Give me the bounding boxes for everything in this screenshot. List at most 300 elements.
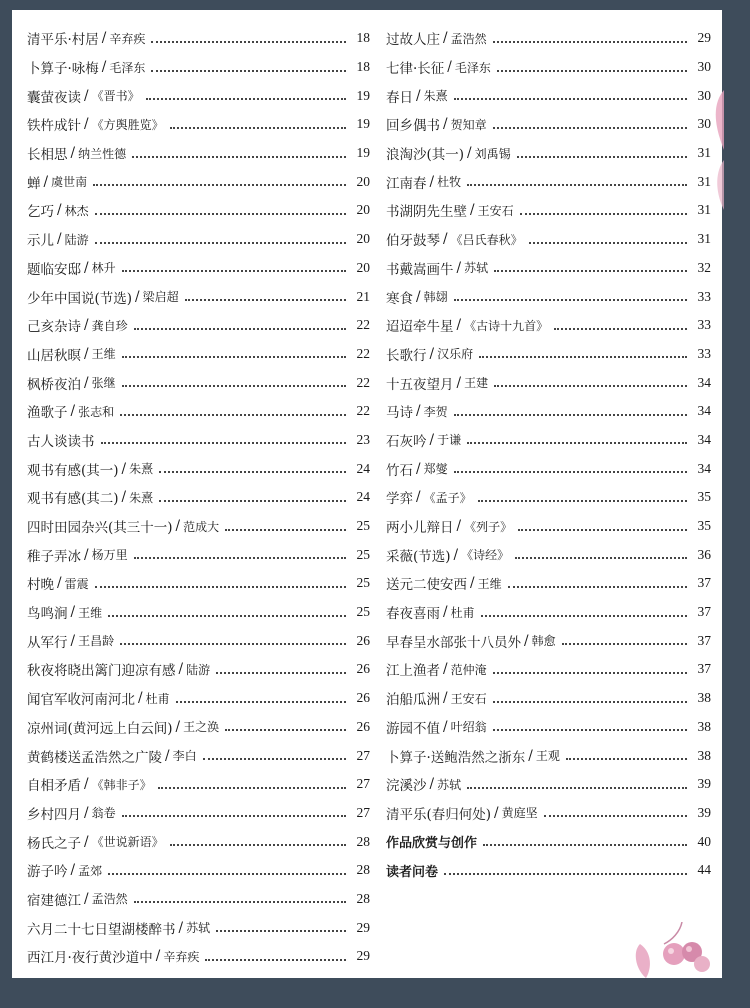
dot-leader — [95, 212, 346, 215]
toc-entry — [27, 225, 370, 254]
entry-separator: / — [456, 518, 462, 535]
dot-leader — [225, 728, 346, 731]
entry-page-number: 20 — [356, 173, 370, 189]
petal-decoration-icon — [712, 160, 724, 210]
entry-page-number: 30 — [697, 116, 711, 132]
entry-author: 《世说新语》 — [91, 835, 164, 850]
dot-leader — [159, 499, 346, 502]
entry-author: 黄庭坚 — [501, 806, 538, 821]
entry-separator: / — [121, 460, 127, 477]
entry-separator: / — [178, 919, 184, 936]
dot-leader — [544, 814, 687, 817]
entry-title: 清平乐(春归何处) — [386, 806, 492, 823]
toc-entry — [386, 24, 711, 53]
toc-entry — [386, 598, 711, 627]
entry-title: 闻官军收河南河北 — [27, 692, 135, 709]
dot-leader — [493, 700, 687, 703]
entry-separator: / — [456, 259, 462, 276]
entry-title: 渔歌子 — [27, 405, 68, 422]
entry-author: 《晋书》 — [91, 89, 140, 104]
entry-page-number: 31 — [697, 145, 711, 161]
entry-title: 稚子弄冰 — [27, 548, 81, 565]
entry-separator: / — [121, 489, 127, 506]
entry-page-number: 22 — [356, 374, 370, 390]
dot-leader — [517, 155, 687, 158]
entry-page-number: 18 — [356, 59, 370, 75]
entry-author: 孟郊 — [78, 863, 103, 878]
entry-separator: / — [443, 690, 448, 707]
entry-title: 早春呈水部张十八员外 — [386, 634, 521, 651]
entry-separator: / — [528, 747, 533, 764]
entry-page-number: 19 — [356, 145, 370, 161]
entry-title: 古人谈读书 — [27, 433, 95, 450]
entry-separator: / — [84, 804, 89, 821]
entry-separator: / — [138, 690, 143, 707]
entry-separator: / — [84, 345, 89, 362]
toc-entry — [27, 24, 370, 53]
entry-page-number: 31 — [697, 173, 711, 189]
dot-leader — [132, 155, 346, 158]
entry-title: 石灰吟 — [386, 433, 427, 450]
entry-title: 两小儿辩日 — [386, 520, 454, 537]
toc-entry — [386, 741, 711, 770]
entry-separator: / — [470, 202, 475, 219]
dot-leader — [444, 872, 687, 875]
entry-page-number: 29 — [697, 30, 711, 46]
toc-entry — [386, 540, 711, 569]
entry-separator: / — [456, 374, 462, 391]
dot-leader — [185, 298, 346, 301]
entry-page-number: 23 — [356, 431, 370, 447]
entry-author: 苏轼 — [464, 261, 489, 276]
dot-leader — [134, 900, 346, 903]
dot-leader — [122, 814, 346, 817]
toc-entry — [386, 483, 711, 512]
entry-title: 春日 — [386, 89, 413, 106]
entry-author: 李白 — [172, 749, 197, 764]
entry-title: 七律·长征 — [386, 61, 445, 78]
toc-entry — [386, 282, 711, 311]
toc-entry — [386, 254, 711, 283]
entry-title: 鸟鸣涧 — [27, 606, 68, 623]
entry-author: 王维 — [91, 347, 116, 362]
dot-leader — [481, 614, 687, 617]
dot-leader — [170, 843, 346, 846]
entry-title: 江南春 — [386, 175, 427, 192]
entry-page-number: 30 — [697, 87, 711, 103]
toc-entry — [27, 770, 370, 799]
toc-entry — [27, 540, 370, 569]
entry-title: 观书有感(其二) — [27, 491, 119, 508]
entry-separator: / — [43, 173, 49, 190]
entry-author: 梁启超 — [142, 290, 179, 305]
entry-author: 苏轼 — [186, 921, 211, 936]
entry-page-number: 28 — [356, 833, 370, 849]
dot-leader — [225, 528, 346, 531]
entry-author: 王建 — [464, 376, 489, 391]
dot-leader — [497, 69, 687, 72]
dot-leader — [151, 69, 346, 72]
toc-entry — [386, 856, 711, 885]
entry-separator: / — [443, 30, 448, 47]
dot-leader — [483, 843, 687, 846]
entry-author: 《方舆胜览》 — [91, 117, 164, 132]
entry-page-number: 19 — [356, 87, 370, 103]
entry-page-number: 37 — [697, 661, 711, 677]
entry-separator: / — [429, 776, 435, 793]
entry-author: 虞世南 — [51, 175, 88, 190]
entry-page-number: 26 — [356, 690, 370, 706]
dot-leader — [493, 728, 687, 731]
toc-entry — [27, 799, 370, 828]
entry-page-number: 33 — [697, 345, 711, 361]
berry-cluster-icon — [622, 922, 712, 978]
entry-title: 长歌行 — [386, 347, 427, 364]
entry-page-number: 33 — [697, 317, 711, 333]
entry-title: 卜算子·咏梅 — [27, 61, 99, 78]
entry-separator: / — [84, 116, 89, 133]
dot-leader — [134, 327, 346, 330]
entry-separator: / — [70, 145, 76, 162]
dot-leader — [562, 642, 687, 645]
toc-entry — [386, 799, 711, 828]
entry-page-number: 27 — [356, 776, 370, 792]
entry-title: 马诗 — [386, 405, 413, 422]
entry-author: 毛泽东 — [109, 60, 146, 75]
entry-page-number: 21 — [356, 288, 370, 304]
entry-separator: / — [443, 604, 448, 621]
dot-leader — [529, 241, 687, 244]
toc-entry — [386, 340, 711, 369]
entry-separator: / — [416, 403, 421, 420]
toc-entry — [386, 454, 711, 483]
dot-leader — [494, 384, 687, 387]
entry-separator: / — [70, 632, 76, 649]
entry-title: 西江月·夜行黄沙道中 — [27, 950, 153, 967]
toc-entry — [386, 225, 711, 254]
dot-leader — [467, 441, 687, 444]
entry-separator: / — [429, 431, 435, 448]
toc-entry — [27, 655, 370, 684]
entry-author: 张继 — [91, 376, 116, 391]
toc-entry — [386, 569, 711, 598]
toc-entry — [27, 827, 370, 856]
toc-entry — [27, 713, 370, 742]
entry-author: 贺知章 — [450, 117, 487, 132]
dot-leader — [101, 441, 347, 444]
entry-author: 纳兰性德 — [78, 146, 127, 161]
entry-title: 黄鹤楼送孟浩然之广陵 — [27, 749, 162, 766]
entry-author: 林杰 — [64, 203, 89, 218]
dot-leader — [158, 786, 346, 789]
entry-separator: / — [84, 317, 89, 334]
dot-leader — [493, 40, 687, 43]
entry-separator: / — [470, 575, 475, 592]
entry-separator: / — [443, 661, 448, 678]
entry-page-number: 29 — [356, 948, 370, 964]
entry-page-number: 29 — [356, 919, 370, 935]
entry-title: 竹石 — [386, 462, 413, 479]
entry-author: 《古诗十九首》 — [464, 318, 549, 333]
entry-separator: / — [84, 374, 89, 391]
entry-page-number: 28 — [356, 862, 370, 878]
toc-entry — [27, 139, 370, 168]
toc-entry — [27, 368, 370, 397]
entry-page-number: 20 — [356, 231, 370, 247]
entry-page-number: 31 — [697, 202, 711, 218]
entry-author: 汉乐府 — [437, 347, 474, 362]
toc-entry — [386, 196, 711, 225]
toc-page — [12, 10, 722, 978]
entry-separator: / — [467, 145, 472, 162]
toc-entry — [27, 254, 370, 283]
entry-author: 孟浩然 — [450, 31, 487, 46]
entry-author: 毛泽东 — [454, 60, 491, 75]
toc-entry — [27, 110, 370, 139]
entry-separator: / — [443, 116, 448, 133]
entry-title: 蝉 — [27, 175, 41, 192]
entry-separator: / — [57, 202, 62, 219]
entry-title: 枫桥夜泊 — [27, 376, 81, 393]
dot-leader — [566, 757, 687, 760]
entry-title: 秋夜将晓出篱门迎凉有感 — [27, 663, 176, 680]
entry-page-number: 35 — [697, 489, 711, 505]
toc-entry — [27, 196, 370, 225]
entry-title: 迢迢牵牛星 — [386, 319, 454, 336]
toc-entry — [386, 110, 711, 139]
entry-title: 回乡偶书 — [386, 118, 440, 135]
entry-title: 采薇(节选) — [386, 548, 451, 565]
entry-title: 铁杵成针 — [27, 118, 81, 135]
entry-separator: / — [175, 518, 181, 535]
entry-page-number: 22 — [356, 403, 370, 419]
entry-page-number: 38 — [697, 747, 711, 763]
entry-author: 李贺 — [423, 404, 448, 419]
entry-author: 张志和 — [78, 404, 115, 419]
toc-entry — [27, 81, 370, 110]
toc-entry — [27, 569, 370, 598]
toc-entry — [27, 483, 370, 512]
toc-entry — [27, 626, 370, 655]
entry-separator: / — [416, 87, 421, 104]
entry-separator: / — [443, 718, 448, 735]
entry-page-number: 38 — [697, 718, 711, 734]
entry-separator: / — [155, 948, 161, 965]
entry-separator: / — [70, 604, 76, 621]
dot-leader — [478, 499, 687, 502]
entry-separator: / — [84, 259, 89, 276]
entry-page-number: 27 — [356, 804, 370, 820]
dot-leader — [479, 355, 687, 358]
entry-author: 孟浩然 — [91, 892, 128, 907]
toc-entry — [27, 167, 370, 196]
toc-entry — [27, 684, 370, 713]
toc-entry — [27, 426, 370, 455]
toc-entry — [386, 626, 711, 655]
entry-author: 《韩非子》 — [91, 777, 152, 792]
toc-entry — [27, 512, 370, 541]
entry-title: 送元二使安西 — [386, 577, 467, 594]
entry-author: 陆游 — [64, 232, 89, 247]
entry-page-number: 19 — [356, 116, 370, 132]
entry-separator: / — [84, 546, 89, 563]
entry-author: 范成大 — [183, 519, 220, 534]
entry-title: 村晚 — [27, 577, 54, 594]
dot-leader — [454, 413, 687, 416]
dot-leader — [494, 269, 687, 272]
entry-separator: / — [135, 288, 140, 305]
toc-entry — [27, 311, 370, 340]
entry-title: 六月二十七日望湖楼醉书 — [27, 921, 176, 938]
entry-title: 十五夜望月 — [386, 376, 454, 393]
toc-entry — [386, 684, 711, 713]
toc-entry — [27, 397, 370, 426]
dot-leader — [467, 183, 687, 186]
entry-title: 题临安邸 — [27, 261, 81, 278]
entry-separator: / — [429, 173, 435, 190]
dot-leader — [520, 212, 687, 215]
entry-title: 凉州词(黄河远上白云间) — [27, 720, 173, 737]
entry-title: 自相矛盾 — [27, 778, 81, 795]
entry-separator: / — [429, 345, 435, 362]
entry-author: 韩愈 — [531, 634, 556, 649]
toc-entry — [386, 713, 711, 742]
entry-separator: / — [57, 575, 62, 592]
entry-page-number: 26 — [356, 661, 370, 677]
entry-page-number: 34 — [697, 403, 711, 419]
entry-title: 江上渔者 — [386, 663, 440, 680]
entry-author: 辛弃疾 — [163, 949, 200, 964]
entry-page-number: 44 — [697, 862, 711, 878]
entry-author: 陆游 — [186, 662, 211, 677]
entry-separator: / — [447, 59, 452, 76]
entry-page-number: 34 — [697, 460, 711, 476]
entry-page-number: 25 — [356, 575, 370, 591]
entry-author: 朱熹 — [129, 462, 154, 477]
entry-page-number: 20 — [356, 202, 370, 218]
toc-entry — [386, 81, 711, 110]
entry-page-number: 33 — [697, 288, 711, 304]
toc-entry — [386, 139, 711, 168]
entry-separator: / — [84, 890, 89, 907]
dot-leader — [170, 126, 346, 129]
entry-title: 伯牙鼓琴 — [386, 233, 440, 250]
entry-page-number: 36 — [697, 546, 711, 562]
entry-separator: / — [84, 87, 89, 104]
entry-separator: / — [101, 59, 107, 76]
entry-title: 从军行 — [27, 634, 68, 651]
entry-title: 游园不值 — [386, 720, 440, 737]
toc-entry — [386, 167, 711, 196]
entry-author: 王昌龄 — [78, 634, 115, 649]
entry-separator: / — [416, 489, 421, 506]
toc-entry — [386, 397, 711, 426]
entry-title: 寒食 — [386, 290, 413, 307]
dot-leader — [159, 470, 346, 473]
entry-title: 游子吟 — [27, 864, 68, 881]
entry-author: 王安石 — [477, 203, 514, 218]
entry-separator: / — [178, 661, 184, 678]
entry-author: 刘禹锡 — [474, 146, 511, 161]
toc-column-right — [386, 24, 711, 885]
entry-page-number: 34 — [697, 374, 711, 390]
entry-title: 宿建德江 — [27, 892, 81, 909]
entry-author: 王维 — [78, 605, 103, 620]
entry-page-number: 37 — [697, 575, 711, 591]
entry-separator: / — [57, 231, 62, 248]
entry-title: 书戴嵩画牛 — [386, 261, 454, 278]
toc-entry — [386, 827, 711, 856]
entry-title: 四时田园杂兴(其三十一) — [27, 520, 173, 537]
entry-author: 杜牧 — [437, 175, 462, 190]
entry-page-number: 39 — [697, 804, 711, 820]
toc-entry — [27, 340, 370, 369]
entry-page-number: 37 — [697, 604, 711, 620]
entry-author: 林升 — [91, 261, 116, 276]
entry-author: 苏轼 — [437, 777, 462, 792]
dot-leader — [108, 614, 346, 617]
entry-separator: / — [443, 231, 448, 248]
entry-author: 辛弃疾 — [109, 31, 146, 46]
entry-separator: / — [165, 747, 170, 764]
entry-page-number: 38 — [697, 690, 711, 706]
entry-title: 长相思 — [27, 147, 68, 164]
toc-entry — [27, 942, 370, 971]
entry-page-number: 22 — [356, 317, 370, 333]
dot-leader — [493, 671, 687, 674]
entry-title: 泊船瓜洲 — [386, 692, 440, 709]
entry-page-number: 28 — [356, 890, 370, 906]
dot-leader — [518, 528, 687, 531]
entry-title: 杨氏之子 — [27, 835, 81, 852]
entry-title: 山居秋暝 — [27, 347, 81, 364]
toc-entry — [27, 598, 370, 627]
entry-title: 作品欣赏与创作 — [386, 836, 478, 852]
entry-page-number: 18 — [356, 30, 370, 46]
entry-separator: / — [70, 403, 76, 420]
dot-leader — [95, 241, 346, 244]
dot-leader — [151, 40, 346, 43]
entry-page-number: 34 — [697, 431, 711, 447]
entry-page-number: 35 — [697, 518, 711, 534]
entry-page-number: 39 — [697, 776, 711, 792]
entry-separator: / — [453, 546, 459, 563]
entry-separator: / — [101, 30, 107, 47]
toc-entry — [27, 885, 370, 914]
entry-page-number: 32 — [697, 259, 711, 275]
entry-author: 叶绍翁 — [450, 720, 487, 735]
entry-author: 龚自珍 — [91, 318, 128, 333]
entry-page-number: 27 — [356, 747, 370, 763]
entry-title: 乞巧 — [27, 204, 54, 221]
dot-leader — [515, 556, 687, 559]
dot-leader — [454, 97, 687, 100]
entry-page-number: 22 — [356, 345, 370, 361]
dot-leader — [134, 556, 346, 559]
toc-entry — [386, 53, 711, 82]
dot-leader — [467, 786, 687, 789]
dot-leader — [216, 671, 346, 674]
entry-title: 少年中国说(节选) — [27, 290, 133, 307]
entry-separator: / — [524, 632, 529, 649]
entry-author: 韩翃 — [423, 290, 448, 305]
entry-title: 书湖阴先生壁 — [386, 204, 467, 221]
entry-separator: / — [84, 776, 89, 793]
dot-leader — [93, 183, 346, 186]
entry-separator: / — [84, 833, 89, 850]
entry-separator: / — [494, 804, 499, 821]
toc-entry — [386, 770, 711, 799]
